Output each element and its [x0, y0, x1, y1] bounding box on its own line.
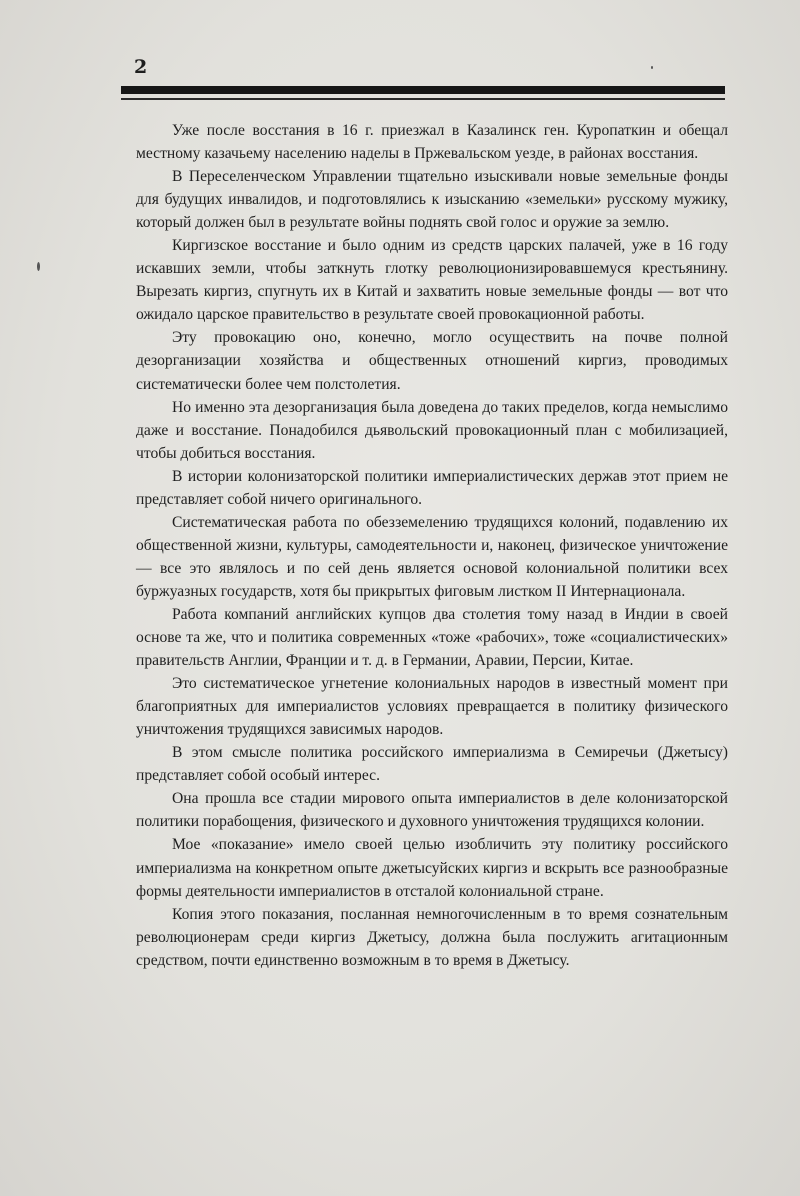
paragraph: Систематическая работа по обезземелению трудящихся колоний, подавлению их общественной жизни, культуры, самодеятельности и, наконец, физическое уничтожение — все это являлось и по сей день является основой колониальной политики всех буржуазных государств, хотя бы прикрытых фиговым листком II Интернационала.	[136, 513, 728, 600]
paragraph: В этом смысле политика российского империализма в Семиречьи (Джетысу) представляет собой особый интерес.	[136, 744, 728, 785]
paragraph: Работа компаний английских купцов два столетия тому назад в Индии в своей основе та же, что и политика современных «тоже «рабочих», тоже «социалистических» правительств Англии, Франции и т. д. в Германии, Аравии, Персии, Китае.	[136, 605, 728, 670]
paragraph: В истории колонизаторской политики империалистических держав этот прием не представляет собой ничего оригинального.	[136, 467, 728, 508]
ink-speck	[37, 262, 40, 271]
paragraph: Эту провокацию оно, конечно, могло осуществить на почве полной дезорганизации хозяйства и общественных отношений киргиз, проводимых систематически более чем полстолетия.	[136, 329, 728, 393]
page-number: 2	[134, 56, 148, 78]
paragraph: В Переселенческом Управлении тщательно изыскивали новые земельные фонды для будущих инвалидов, и подготовлялись к изысканию «земельки» русскому мужику, который должен был в результате войны поднять свой голос и оружие за землю.	[136, 168, 728, 232]
header-rule-thin	[121, 98, 725, 100]
header-rule-thick	[121, 86, 725, 94]
body-text	[136, 119, 728, 972]
paragraph: Это систематическое угнетение колониальных народов в известный момент при благоприятных для империалистов условиях превращается в политику физического уничтожения трудящихся зависимых народов.	[136, 675, 728, 739]
paragraph: Мое «показание» имело своей целью изобличить эту политику российского империализма на конкретном опыте джетысуйских киргиз и вскрыть все разнообразные формы деятельности империалистов в отсталой колониальной стране.	[136, 836, 728, 900]
ink-speck	[651, 66, 653, 69]
paragraph: Уже после восстания в 16 г. приезжал в Казалинск ген. Куропаткин и обещал местному казачьему населению наделы в Пржевальском уезде, в районах восстания.	[136, 122, 728, 163]
paragraph: Копия этого показания, посланная немногочисленным в то время сознательным революционерам среди киргиз Джетысу, должна была послужить агитационным средством, почти единственно возможным в то время в Джетысу.	[136, 905, 728, 969]
paragraph: Она прошла все стадии мирового опыта империалистов в деле колонизаторской политики порабощения, физического и духовного уничтожения трудящихся колонии.	[136, 790, 728, 831]
paragraph: Киргизское восстание и было одним из средств царских палачей, уже в 16 году искавших земли, чтобы заткнуть глотку революционизировавшемуся крестьянину. Вырезать киргиз, спугнуть их в Китай и захватить новые земельные фонды — вот что ожидало царское правительство в результате своей провокационной работы.	[136, 237, 728, 324]
paragraph: Но именно эта дезорганизация была доведена до таких пределов, когда немыслимо даже и восстание. Понадобился дьявольский провокационный план с мобилизацией, чтобы добиться восстания.	[136, 398, 728, 462]
